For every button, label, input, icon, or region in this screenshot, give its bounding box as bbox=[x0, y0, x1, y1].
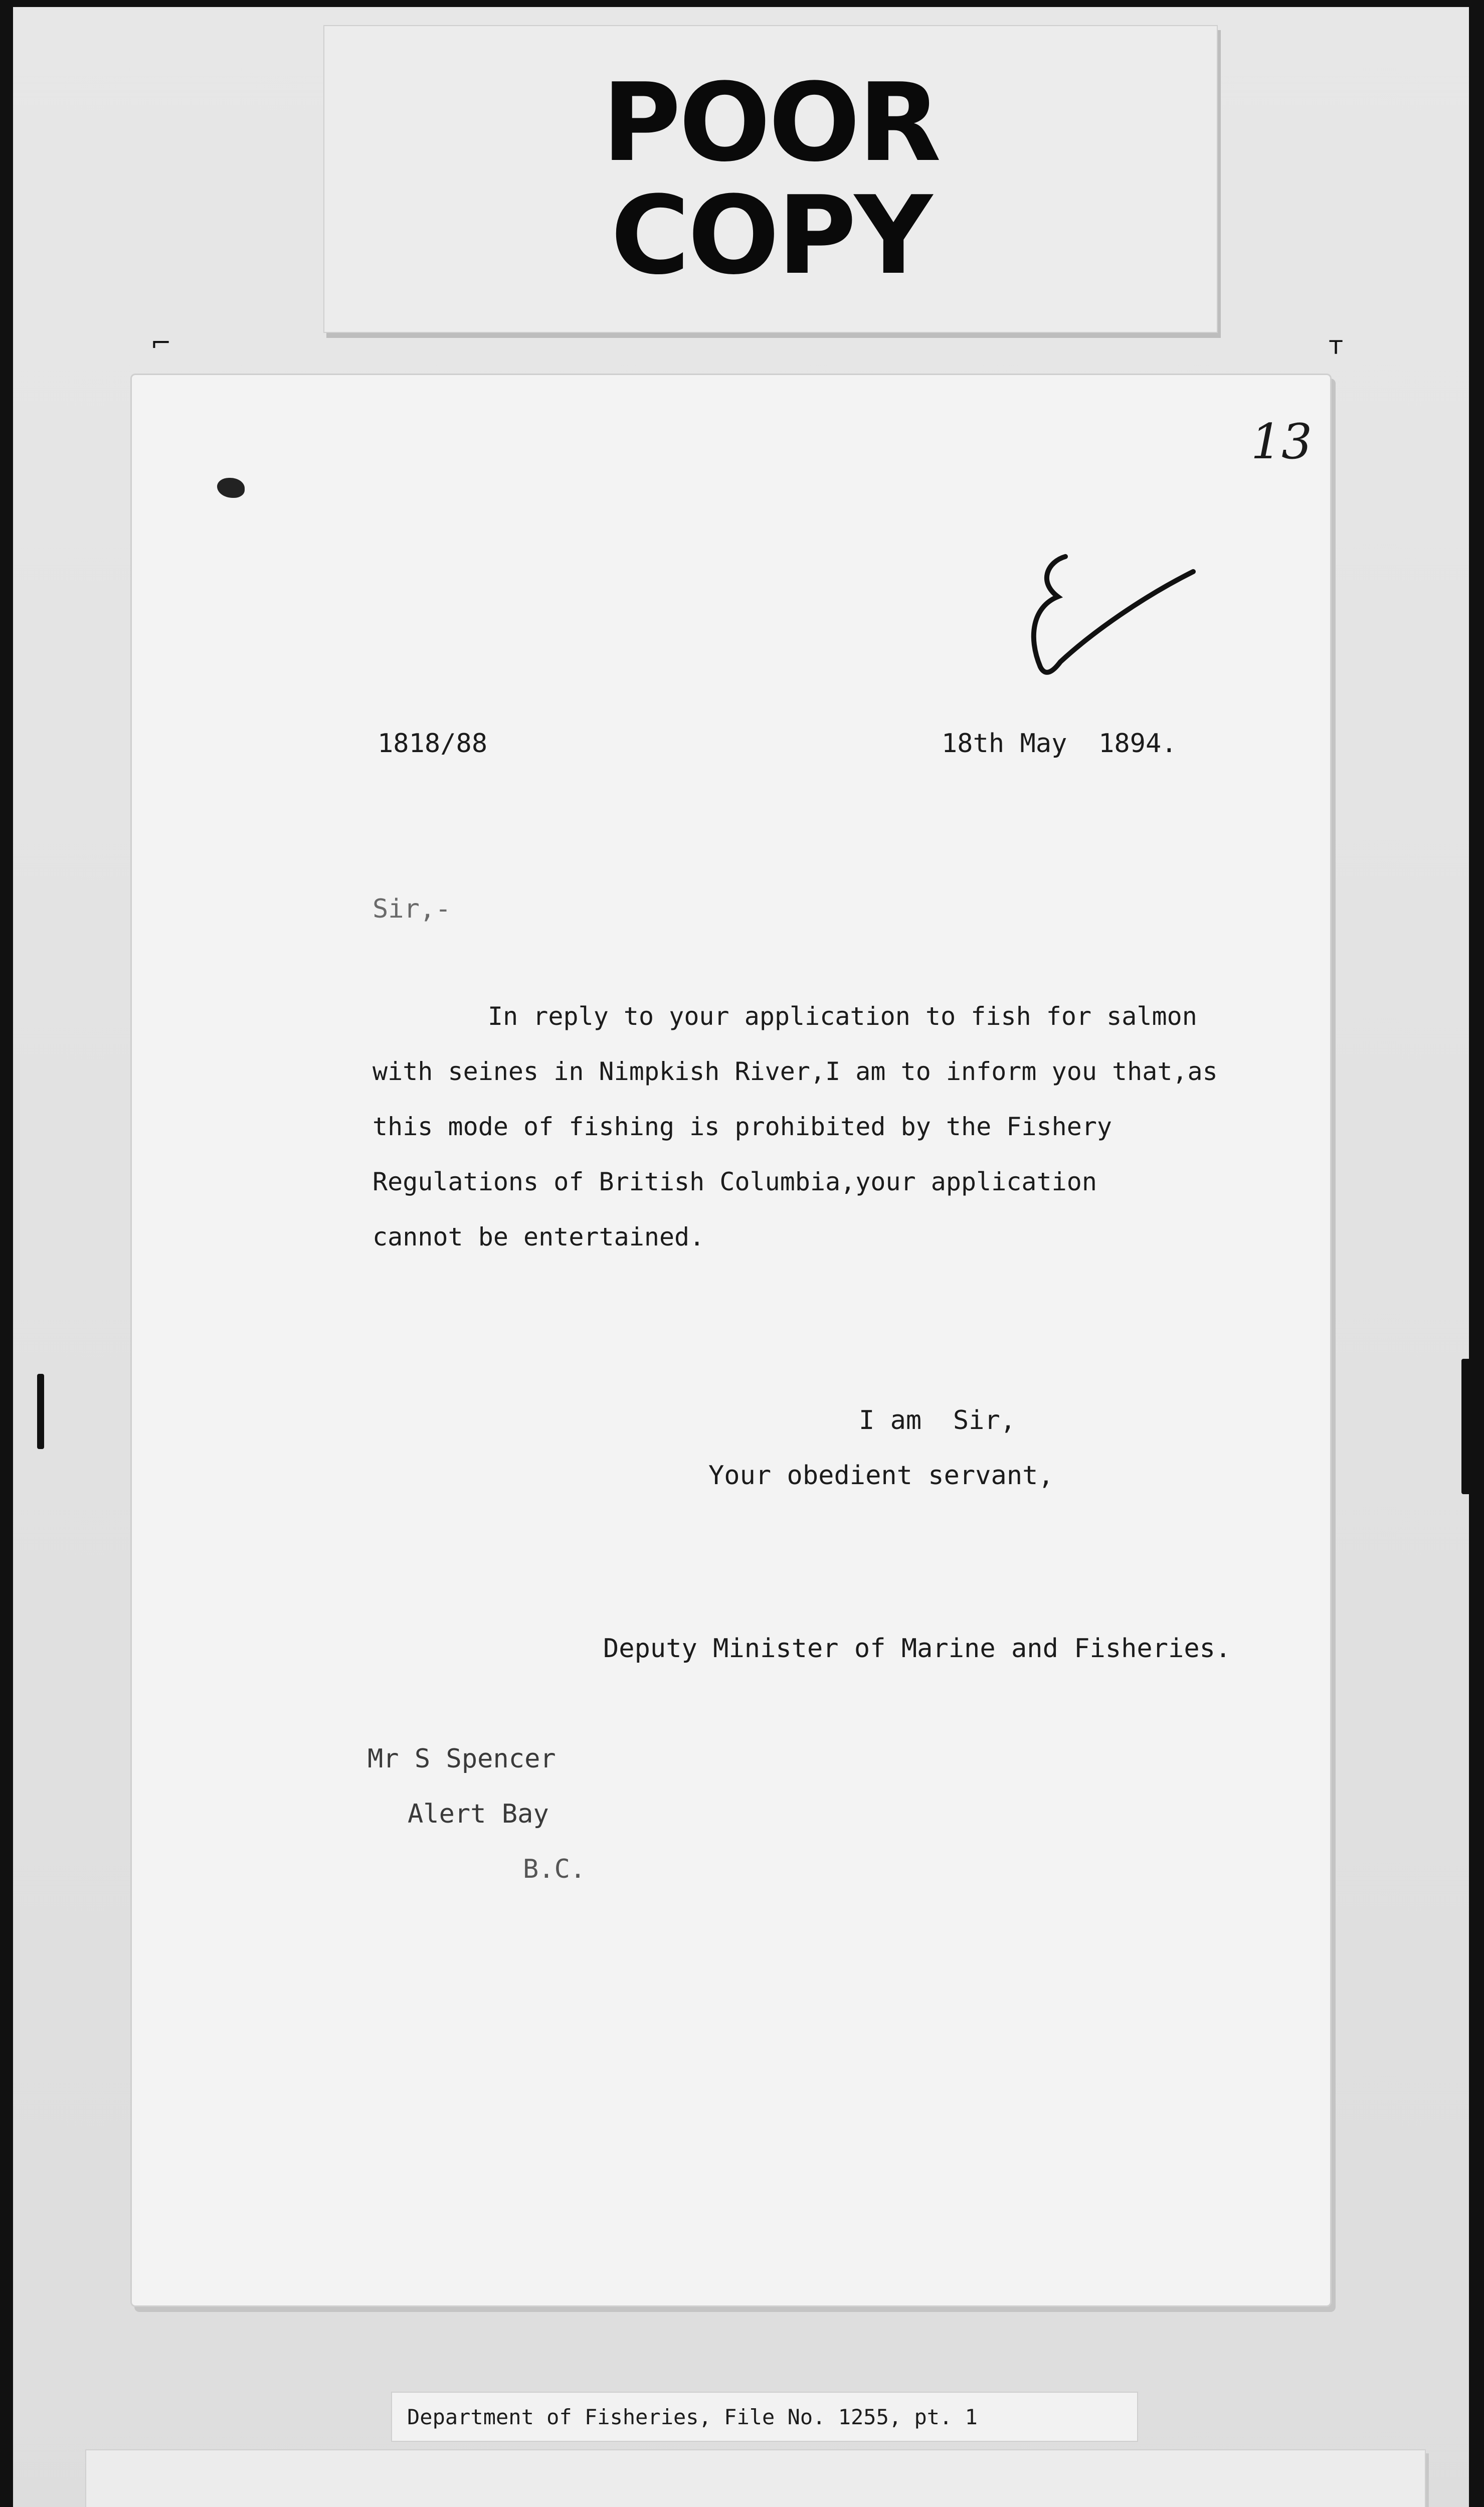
closing-line-2: Your obedient servant, bbox=[708, 1461, 1054, 1491]
body-line-1: In reply to your application to fish for salmon bbox=[488, 1002, 1197, 1031]
ink-blot bbox=[217, 478, 245, 498]
signature-title: Deputy Minister of Marine and Fisheries. bbox=[603, 1634, 1231, 1664]
addressee-place: Alert Bay bbox=[408, 1799, 549, 1829]
salutation: Sir,- bbox=[373, 894, 451, 924]
scan-edge-left bbox=[0, 0, 13, 2507]
scan-edge-top bbox=[0, 0, 1484, 7]
poor-copy-line-1: POOR bbox=[602, 60, 940, 186]
body-line-5: cannot be entertained. bbox=[373, 1222, 705, 1251]
letter-date: 18th May 1894. bbox=[942, 729, 1177, 759]
poor-copy-line-2: COPY bbox=[611, 172, 931, 298]
handwritten-mark-icon bbox=[1018, 542, 1208, 682]
handwritten-page-number: 13 bbox=[1251, 414, 1313, 470]
scan-edge-right bbox=[1469, 0, 1484, 2507]
file-number: 1818/88 bbox=[378, 729, 488, 759]
corner-mark-left: ⌐ bbox=[150, 328, 171, 357]
poor-copy-label bbox=[323, 25, 1218, 333]
closing-line-1: I am Sir, bbox=[859, 1405, 1016, 1436]
file-reference-label: Department of Fisheries, File No. 1255, pt. 1 bbox=[391, 2392, 1138, 2442]
corner-mark-right: ᴛ bbox=[1329, 331, 1344, 360]
body-line-2: with seines in Nimpkish River,I am to inform you that,as bbox=[373, 1057, 1218, 1086]
addressee-name: Mr S Spencer bbox=[367, 1744, 556, 1774]
body-line-4: Regulations of British Columbia,your application bbox=[373, 1167, 1097, 1196]
side-tick-right bbox=[1461, 1359, 1471, 1494]
body-line-3: this mode of fishing is prohibited by the Fishery bbox=[373, 1112, 1112, 1141]
public-archives-label bbox=[85, 2449, 1426, 2507]
addressee-province: B.C. bbox=[523, 1854, 586, 1884]
side-tick-left bbox=[37, 1374, 44, 1449]
